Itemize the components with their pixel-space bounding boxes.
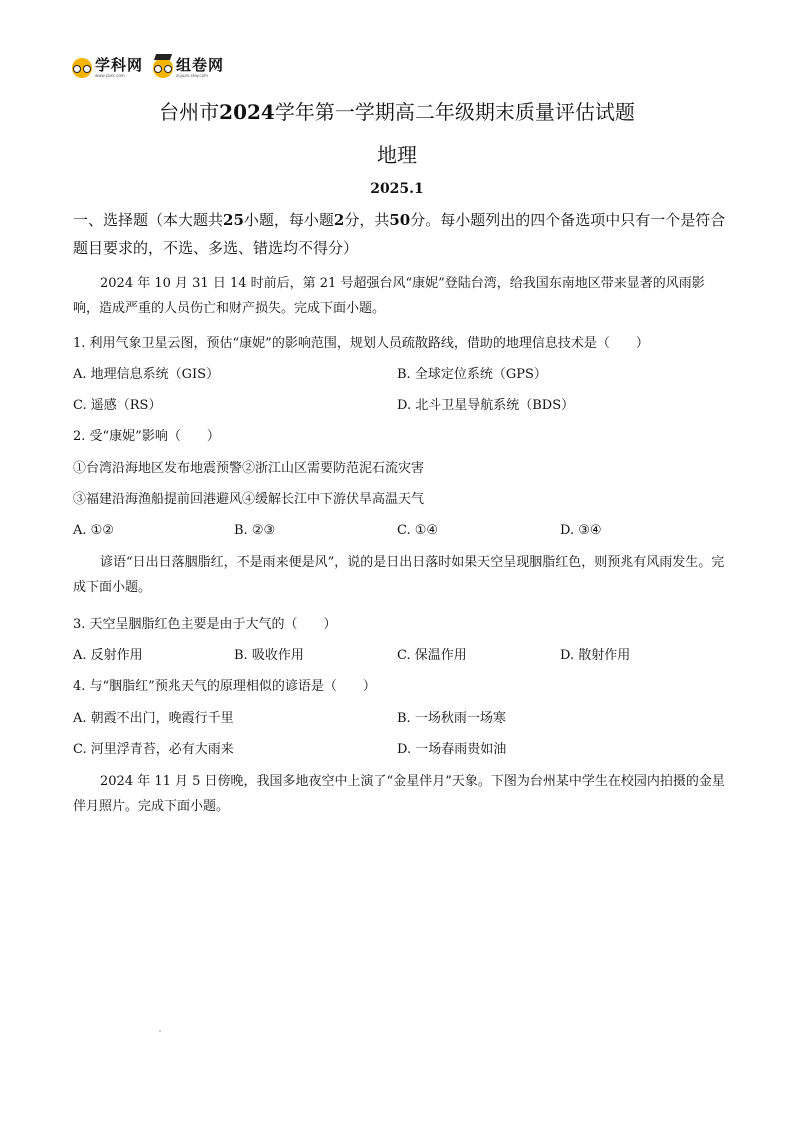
material-paragraph: 谚语“日出日落胭脂红，不是雨来便是风”，说的是日出日落时如果天空呈现胭脂红色，则预兆有风雨发生。完成下面小题。	[73, 555, 725, 595]
section-heading	[73, 206, 733, 262]
option-a: A. 地理信息系统（GIS）	[73, 367, 220, 382]
logo-url: zujuan.xkw.com	[176, 73, 208, 78]
zujuan-logo	[153, 58, 224, 78]
title-part: 台州市	[159, 100, 220, 124]
option-b: B. ②③	[234, 523, 276, 538]
option-d: D. 一场春雨贵如油	[397, 742, 507, 757]
option-b: B. 一场秋雨一场寒	[397, 711, 506, 726]
logo-text: 组卷网	[176, 56, 225, 74]
question-stem: 2. 受“康妮”影响（ ）	[73, 429, 220, 444]
owl-icon	[72, 58, 92, 78]
question-stem: 4. 与“胭脂红”预兆天气的原理相似的谚语是（ ）	[73, 679, 376, 694]
option-a: A. 反射作用	[73, 648, 143, 663]
option-b: B. 全球定位系统（GPS）	[397, 367, 547, 382]
section-number: 2	[333, 211, 345, 229]
logo-url: www.zxxk.com	[95, 73, 125, 78]
option-a: A. ①②	[73, 523, 114, 538]
option-a: A. 朝霞不出门，晚霞行千里	[73, 711, 234, 726]
page-title	[0, 96, 794, 125]
graduation-owl-icon	[153, 58, 173, 78]
option-b: B. 吸收作用	[234, 648, 304, 663]
option-d: D. 散射作用	[560, 648, 631, 663]
option-c: C. 河里浮青苔，必有大雨来	[73, 742, 234, 757]
subject-title: 地理	[377, 143, 417, 167]
option-c: C. 遥感（RS）	[73, 398, 162, 413]
scan-dot	[159, 1030, 161, 1032]
section-text: 分。每小题列出的四个备选项中只有一个是符合题目要求的，不选、多选、错选均不得分）	[73, 211, 726, 257]
statement-line: ①台湾沿海地区发布地震预警②浙江山区需要防范泥石流灾害	[73, 461, 425, 476]
question-stem: 3. 天空呈胭脂红色主要是由于大气的（ ）	[73, 617, 337, 632]
material-paragraph: 2024 年 11 月 5 日傍晚，我国多地夜空中上演了“金星伴月”天象。下图为台州某中学生在校园内拍摄的金星伴月照片。完成下面小题。	[73, 774, 725, 814]
title-part: 学年第一学期高二年级期末质量评估试题	[274, 100, 635, 124]
title-year: 2024	[219, 100, 275, 124]
exam-date: 2025.1	[370, 181, 424, 197]
xueke-logo	[72, 58, 143, 78]
logo-text: 学科网	[95, 56, 144, 74]
material-paragraph: 2024 年 10 月 31 日 14 时前后，第 21 号超强台风“康妮”登陆台湾，给我国东南地区带来显著的风雨影响，造成严重的人员伤亡和财产损失。完成下面小题。	[73, 276, 705, 316]
option-c: C. ①④	[397, 523, 439, 538]
section-text: 分，共	[344, 211, 390, 229]
logo-row	[72, 58, 224, 78]
option-c: C. 保温作用	[397, 648, 467, 663]
section-number: 50	[389, 211, 411, 229]
question-stem: 1. 利用气象卫星云图，预估“康妮”的影响范围，规划人员疏散路线，借助的地理信息技术是（ ）	[73, 336, 649, 351]
statement-line: ③福建沿海渔船提前回港避风④缓解长江中下游伏旱高温天气	[73, 492, 425, 507]
section-number: 25	[223, 211, 244, 229]
section-text: 小题，每小题	[243, 211, 334, 229]
option-d: D. ③④	[560, 523, 602, 538]
option-d: D. 北斗卫星导航系统（BDS）	[397, 398, 575, 413]
section-text: 一、选择题（本大题共	[73, 211, 224, 229]
